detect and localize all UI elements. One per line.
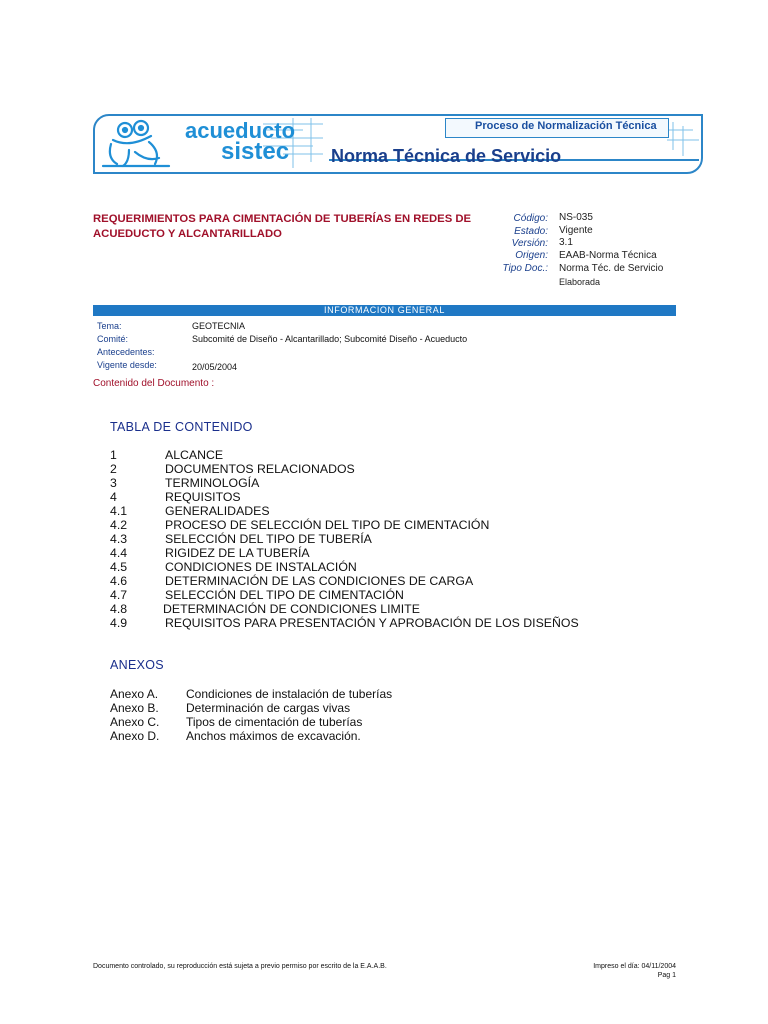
meta-label-origen: Origen: xyxy=(515,250,548,261)
info-value-comite: Subcomité de Diseño - Alcantarillado; Subcomité Diseño - Acueducto xyxy=(192,334,468,344)
logo-text-sistec: sistec xyxy=(221,138,290,165)
annex-text: Condiciones de instalación de tuberías xyxy=(186,687,393,701)
logo-text-acueducto: acueducto xyxy=(185,118,296,143)
norma-title: Norma Técnica de Servicio xyxy=(331,146,562,166)
footer-printed-date: Impreso el día: 04/11/2004 xyxy=(593,963,676,970)
toc-text: REQUISITOS PARA PRESENTACIÓN Y APROBACIÓN DE LOS DISEÑOS xyxy=(165,616,579,630)
toc-number: 1 xyxy=(110,448,117,462)
toc-text: RIGIDEZ DE LA TUBERÍA xyxy=(165,546,310,560)
toc-number: 4.1 xyxy=(110,504,128,518)
meta-value-tipo-doc: Norma Téc. de Servicio xyxy=(559,263,664,274)
toc-text: SELECCIÓN DEL TIPO DE CIMENTACIÓN xyxy=(165,588,404,602)
toc-text: CONDICIONES DE INSTALACIÓN xyxy=(165,560,357,574)
toc-number: 4.9 xyxy=(110,616,128,630)
toc-number: 4.5 xyxy=(110,560,128,574)
toc-text: PROCESO DE SELECCIÓN DEL TIPO DE CIMENTACIÓN xyxy=(165,518,490,532)
document-title: REQUERIMIENTOS PARA CIMENTACIÓN DE TUBERÍAS EN REDES DE ACUEDUCTO Y ALCANTARILLADO xyxy=(93,213,472,240)
info-general-bar: INFORMACION GENERAL xyxy=(93,305,676,316)
info-label-antecedentes: Antecedentes: xyxy=(97,347,155,357)
meta-value-codigo: NS-035 xyxy=(559,212,593,223)
footer-disclaimer: Documento controlado, su reproducción está sujeta a previo permiso por escrito de la E.A.A.B. xyxy=(93,963,387,970)
toc-number: 4.4 xyxy=(110,546,128,560)
info-value-tema: GEOTECNIA xyxy=(192,321,246,331)
meta-value-estado: Vigente xyxy=(559,225,593,236)
header-banner xyxy=(93,112,703,174)
toc-number: 4.2 xyxy=(110,518,128,532)
toc-text: SELECCIÓN DEL TIPO DE TUBERÍA xyxy=(165,532,372,546)
annex-id: Anexo B. xyxy=(110,701,159,715)
toc-text: DOCUMENTOS RELACIONADOS xyxy=(165,462,355,476)
toc-number: 4.6 xyxy=(110,574,128,588)
meta-value-version: 3.1 xyxy=(559,237,573,248)
annex-text: Anchos máximos de excavación. xyxy=(186,729,361,743)
toc-text: DETERMINACIÓN DE LAS CONDICIONES DE CARGA xyxy=(165,574,474,588)
toc-text: TERMINOLOGÍA xyxy=(165,476,260,490)
toc-heading: TABLA DE CONTENIDO xyxy=(110,420,253,434)
toc-number: 4 xyxy=(110,490,117,504)
meta-label-estado: Estado: xyxy=(514,226,548,237)
footer-page-number: Pag 1 xyxy=(657,972,676,979)
annex-text: Tipos de cimentación de tuberías xyxy=(186,715,363,729)
toc-number: 4.3 xyxy=(110,532,128,546)
meta-label-tipo-doc: Tipo Doc.: xyxy=(502,263,548,274)
toc-text: GENERALIDADES xyxy=(165,504,270,518)
annex-id: Anexo A. xyxy=(110,687,159,701)
toc-number: 2 xyxy=(110,462,117,476)
info-label-vigente-desde: Vigente desde: xyxy=(97,360,157,370)
info-value-vigente-desde: 20/05/2004 xyxy=(192,362,238,372)
annex-id: Anexo D. xyxy=(110,729,160,743)
toc-text: REQUISITOS xyxy=(165,490,241,504)
frog-logo-icon xyxy=(99,118,179,170)
meta-value-elaborada: Elaborada xyxy=(559,277,601,287)
annex-text: Determinación de cargas vivas xyxy=(186,701,351,715)
toc-number: 4.7 xyxy=(110,588,128,602)
process-label: Proceso de Normalización Técnica xyxy=(475,120,657,132)
meta-label-version: Versión: xyxy=(511,238,548,249)
info-label-tema: Tema: xyxy=(97,321,122,331)
toc-number: 4.8 xyxy=(110,602,128,616)
contenido-label: Contenido del Documento : xyxy=(93,378,215,389)
meta-label-codigo: Código: xyxy=(513,213,548,224)
meta-value-origen: EAAB-Norma Técnica xyxy=(559,250,657,261)
info-label-comite: Comité: xyxy=(97,334,129,344)
annexes-heading: ANEXOS xyxy=(110,658,164,672)
annex-id: Anexo C. xyxy=(110,715,160,729)
toc-text: DETERMINACIÓN DE CONDICIONES LIMITE xyxy=(163,602,420,616)
toc-text: ALCANCE xyxy=(165,448,224,462)
toc-number: 3 xyxy=(110,476,117,490)
